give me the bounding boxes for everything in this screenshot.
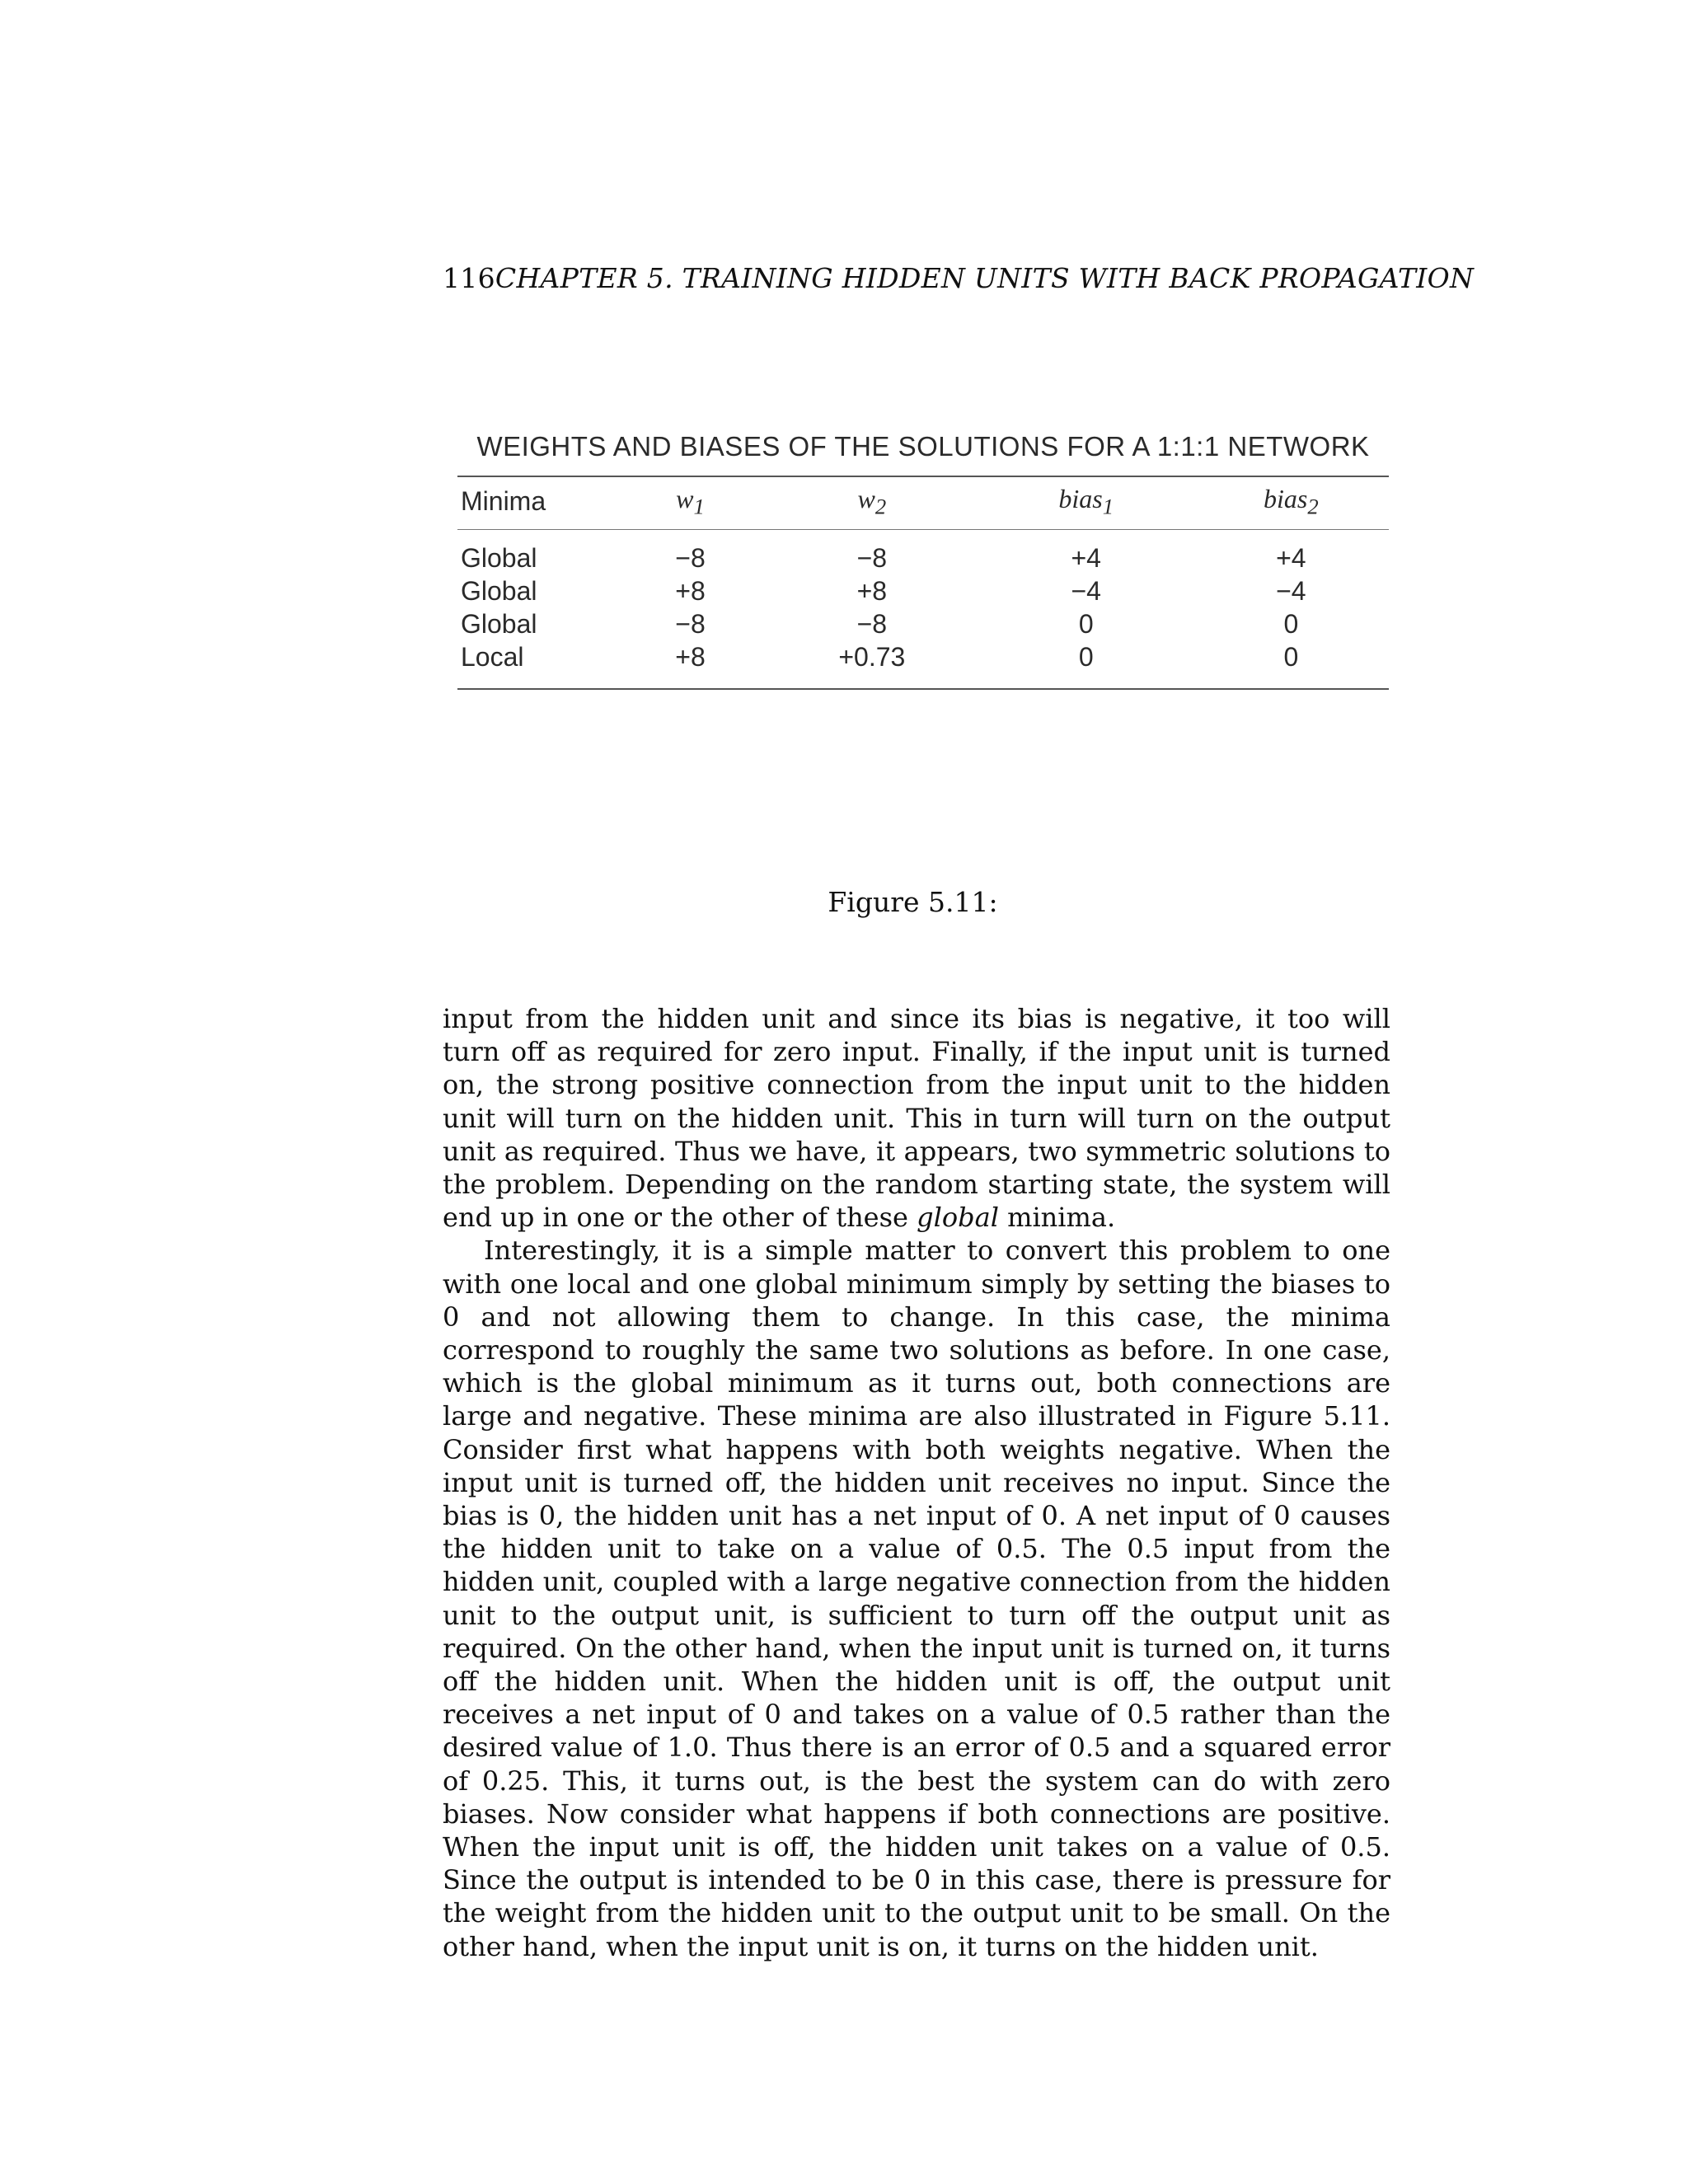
- chapter-title: CHAPTER 5. TRAINING HIDDEN UNITS WITH BACK PROPAGATION: [495, 262, 1475, 294]
- col-header-w2: $w_2$: [857, 484, 887, 519]
- weights-biases-table: [457, 477, 1389, 688]
- cell-w2: −8: [856, 543, 888, 574]
- cell-w2: +8: [856, 576, 888, 607]
- table-title: WEIGHTS AND BIASES OF THE SOLUTIONS FOR A 1:1:1 NETWORK: [476, 431, 1370, 462]
- col-header-w1: $w_1$: [676, 484, 705, 519]
- cell-bias1: −4: [1071, 576, 1101, 607]
- cell-minima: Global: [461, 576, 537, 607]
- cell-bias2: −4: [1276, 576, 1306, 607]
- table-bottom-rule: [457, 688, 1389, 690]
- cell-w1: +8: [675, 576, 706, 607]
- col-header-minima: Minima: [461, 486, 546, 517]
- cell-bias1: 0: [1078, 609, 1094, 640]
- weights-biases-table-figure: [457, 431, 1389, 690]
- table-row: [457, 607, 1389, 640]
- col-header-bias1: bias$_1$: [1058, 484, 1114, 519]
- cell-w1: +8: [675, 642, 706, 673]
- cell-w2: +0.73: [838, 642, 906, 673]
- col-header-bias2: bias$_2$: [1264, 484, 1319, 519]
- figure-caption: Figure 5.11:: [828, 886, 998, 918]
- cell-bias1: 0: [1078, 642, 1094, 673]
- cell-w2: −8: [856, 609, 888, 640]
- cell-bias2: 0: [1283, 609, 1299, 640]
- cell-minima: Local: [461, 642, 524, 673]
- table-row: [457, 574, 1389, 607]
- table-header-row: [457, 477, 1389, 529]
- page-number: 116: [443, 262, 495, 294]
- cell-w1: −8: [675, 543, 706, 574]
- cell-bias2: 0: [1283, 642, 1299, 673]
- table-row: [457, 530, 1389, 574]
- cell-bias1: +4: [1071, 543, 1101, 574]
- page-header: [443, 262, 1475, 294]
- emphasis-global: global: [917, 1202, 999, 1234]
- paragraph: Interestingly, it is a simple matter to convert this problem to one with one local and one global minimum simply by setting the biases to 0 and not allowing them to change. In this case, the minima correspond to roughly the same two solutions as before. In one case, which is the global minimum as it turns out, both connections are large and negative. These minima are also illustrated in Figure 5.11. Consider first what happens with both weights negative. When the input unit is turned off, the hidden unit receives no input. Since the bias is 0, the hidden unit has a net input of 0. A net input of 0 causes the hidden unit to take on a value of 0.5. The 0.5 input from the hidden unit, coupled with a large negative connection from the hidden unit to the output unit, is sufficient to turn off the output unit as required. On the other hand, when the input unit is turned on, it turns off the hidden unit. When the hidden unit is off, the output unit receives a net input of 0 and takes on a value of 0.5 rather than the desired value of 1.0. Thus there is an error of 0.5 and a squared error of 0.25. This, it turns out, is the best the system can do with zero biases. Now consider what happens if both connections are positive. When the input unit is off, the hidden unit takes on a value of 0.5. Since the output is intended to be 0 in this case, there is pressure for the weight from the hidden unit to the output unit to be small. On the other hand, when the input unit is on, it turns on the hidden unit.: [443, 1235, 1390, 1962]
- table-row: [457, 640, 1389, 688]
- body-text: [443, 1002, 1390, 1963]
- paragraph: input from the hidden unit and since its bias is negative, it too will turn off as required for zero input. Finally, if the input unit is turned on, the strong positive connection from the input unit to the hidden unit will turn on the hidden unit. This in turn will turn on the output unit as required. Thus we have, it appears, two symmetric solutions to the problem. Depending on the random starting state, the system will end up in one or the other of these global minima.: [443, 1003, 1390, 1234]
- cell-bias2: +4: [1276, 543, 1306, 574]
- cell-minima: Global: [461, 543, 537, 574]
- cell-minima: Global: [461, 609, 537, 640]
- cell-w1: −8: [675, 609, 706, 640]
